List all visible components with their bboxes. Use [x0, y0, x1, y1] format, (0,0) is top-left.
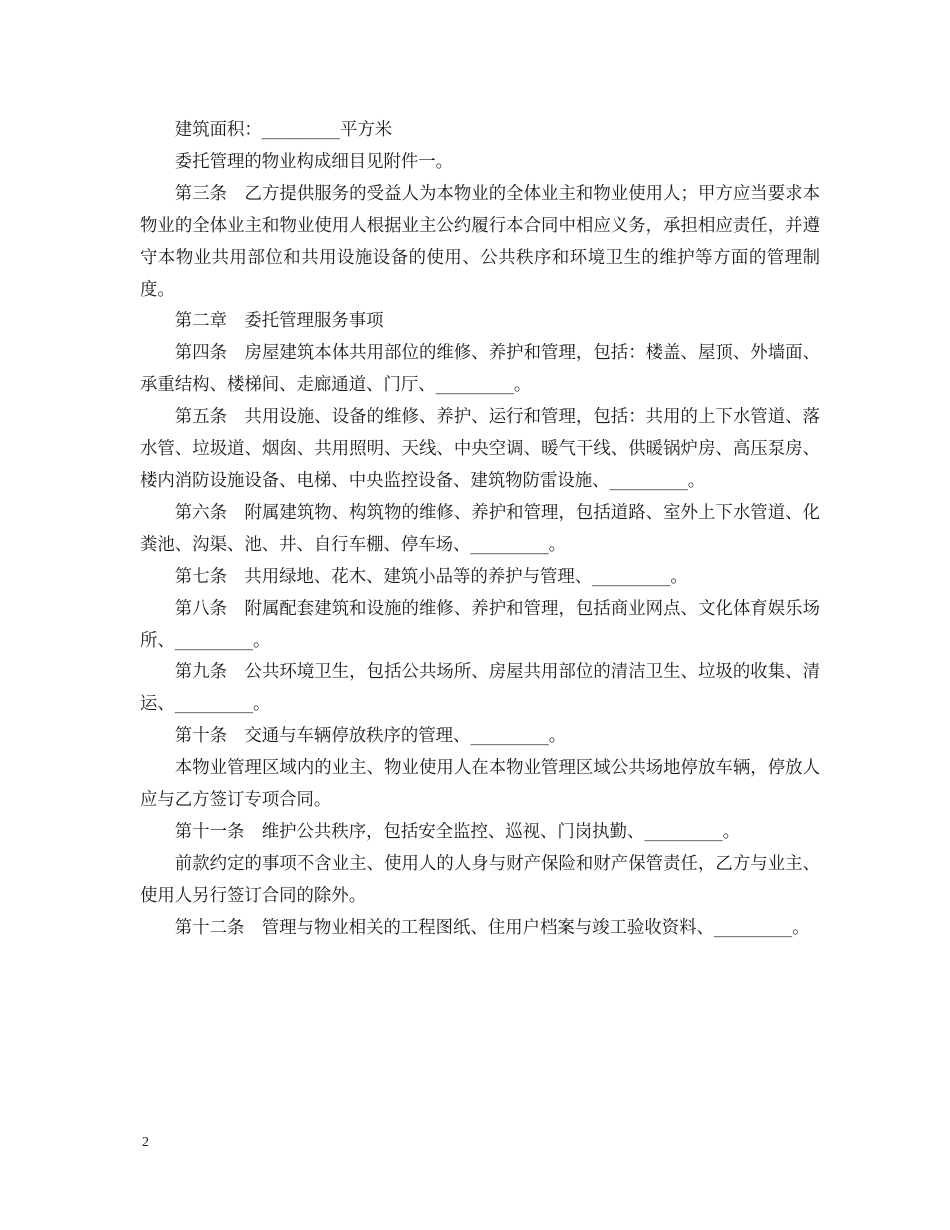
chapter-2-heading: 第二章 委托管理服务事项	[174, 311, 384, 332]
article-7: 第七条 共用绿地、花木、建筑小品等的养护与管理、_________。	[174, 566, 688, 587]
article-12: 第十二条 管理与物业相关的工程图纸、住用户档案与竣工验收资料、_________。	[174, 917, 810, 938]
paragraph-property-breakdown: 委托管理的物业构成细目见附件一。	[174, 151, 454, 172]
exclusion-paragraph: 前款约定的事项不含业主、使用人的人身与财产保险和财产保管责任，乙方与业主、使用人另行签订合同的除外。	[140, 853, 820, 906]
page-number: 2	[142, 1135, 149, 1150]
article-5: 第五条 共用设施、设备的维修、养护、运行和管理，包括：共用的上下水管道、落水管、垃圾道、烟囱、共用照明、天线、中央空调、暖气干线、供暖锅炉房、高压泵房、楼内消防设施设备、电梯、中央监控设备、建筑物防雷设施、_________。	[140, 407, 820, 491]
article-6: 第六条 附属建筑物、构筑物的维修、养护和管理，包括道路、室外上下水管道、化粪池、沟渠、池、井、自行车棚、停车场、_________。	[140, 502, 820, 555]
article-4: 第四条 房屋建筑本体共用部位的维修、养护和管理，包括：楼盖、屋顶、外墙面、承重结构、楼梯间、走廊通道、门厅、_________。	[140, 343, 820, 396]
article-11: 第十一条 维护公共秩序，包括安全监控、巡视、门岗执勤、_________。	[174, 821, 740, 842]
article-9: 第九条 公共环境卫生，包括公共场所、房屋共用部位的清洁卫生、垃圾的收集、清运、_________。	[140, 662, 820, 715]
parking-paragraph: 本物业管理区域内的业主、物业使用人在本物业管理区域公共场地停放车辆，停放人应与乙方签订专项合同。	[140, 758, 820, 811]
article-10: 第十条 交通与车辆停放秩序的管理、_________。	[174, 726, 567, 747]
article-8: 第八条 附属配套建筑和设施的维修、养护和管理，包括商业网点、文化体育娱乐场所、_________。	[140, 598, 820, 651]
article-3: 第三条 乙方提供服务的受益人为本物业的全体业主和物业使用人；甲方应当要求本物业的全体业主和物业使用人根据业主公约履行本合同中相应义务，承担相应责任，并遵守本物业共用部位和共用设施设备的使用、公共秩序和环境卫生的维护等方面的管理制度。	[140, 183, 820, 300]
paragraph-building-area: 建筑面积：_________平方米	[174, 120, 393, 140]
document-body	[140, 115, 820, 945]
